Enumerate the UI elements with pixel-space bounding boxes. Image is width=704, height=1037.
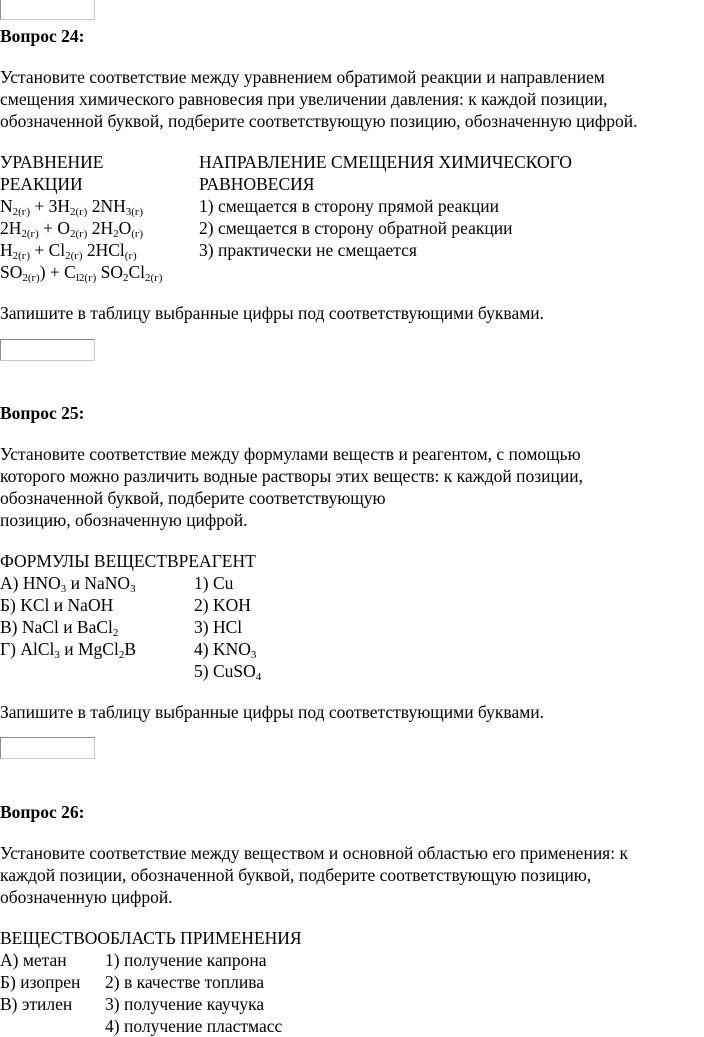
- q25-title: Вопрос 25:: [0, 403, 85, 423]
- q24-text-line-3: обозначенной буквой, подберите соответствующую позицию, обозначенную цифрой.: [0, 111, 638, 131]
- q24-reaction-b: $2H_{2(г)} + O_{2(г)}$ $2H_2O_{(г)}$: [0, 218, 144, 240]
- q24-col1-header-1: УРАВНЕНИЕ: [0, 152, 104, 172]
- q26-text-line-1: Установите соответствие между веществом и основной областью его применения: к: [0, 843, 628, 863]
- q24-option-2: 2) смещается в сторону обратной реакции: [199, 218, 513, 238]
- answer-box-q24[interactable]: [0, 339, 95, 361]
- q24-reaction-d: $SO_{2(г)}) + C_{l2(г)}$ $SO_2Cl_{2(г)}$: [0, 262, 163, 284]
- q26-item-a: А) метан: [0, 950, 67, 970]
- q24-text-line-2: смещения химического равновесия при увеличении давления: к каждой позиции,: [0, 89, 608, 109]
- q26-text-line-3: обозначенную цифрой.: [0, 887, 173, 907]
- q26-area-2: 2) в качестве топлива: [105, 972, 265, 992]
- q26-title: Вопрос 26:: [0, 802, 85, 822]
- q25-reagent-2: 2) KOH: [194, 595, 251, 615]
- q25-reagent-4: 4) $KNO_3$: [194, 639, 257, 661]
- q25-text-line-2: которого можно различить водные растворы этих веществ: к каждой позиции,: [0, 466, 584, 486]
- q26-text-line-2: каждой позиции, обозначенной буквой, подберите соответствующую позицию,: [0, 865, 592, 885]
- q26-area-1: 1) получение капрона: [105, 950, 267, 970]
- q25-text-line-3: обозначенной буквой, подберите соответствующую: [0, 488, 386, 508]
- q26-item-b: Б) изопрен: [0, 972, 81, 992]
- q25-header: ФОРМУЛЫ ВЕЩЕСТВРЕАГЕНТ: [0, 551, 256, 571]
- q24-option-3: 3) практически не смещается: [199, 240, 417, 260]
- q24-text-line-1: Установите соответствие между уравнением обратимой реакции и направлением: [0, 67, 605, 87]
- q25-item-a: А) $HNO_3$ и NaNO$_3$: [0, 573, 136, 595]
- q24-col2-header-2: РАВНОВЕСИЯ: [199, 174, 315, 194]
- q24-reaction-c: $H_{2(г)} + Cl_{2(г)}$ 2HCl$_{(г)}$: [0, 240, 137, 262]
- q24-col2-header-1: НАПРАВЛЕНИЕ СМЕЩЕНИЯ ХИМИЧЕСКОГО: [199, 152, 572, 172]
- q24-option-1: 1) смещается в сторону прямой реакции: [199, 196, 500, 216]
- q25-reagent-5: 5) CuSO$_4$: [194, 661, 262, 683]
- answer-box-q25[interactable]: [0, 737, 95, 759]
- q24-title: Вопрос 24:: [0, 26, 85, 46]
- q24-reaction-a: $N_{2(г)} + 3H_{2(г)}$ $2NH_{3(г)}$: [0, 196, 144, 218]
- q26-header: ВЕЩЕСТВООБЛАСТЬ ПРИМЕНЕНИЯ: [0, 928, 302, 948]
- q24-col1-header-2: РЕАКЦИИ: [0, 174, 83, 194]
- answer-box-top[interactable]: [0, 0, 95, 20]
- q25-reagent-1: 1) Cu: [194, 573, 234, 593]
- q24-instruction: Запишите в таблицу выбранные цифры под соответствующими буквами.: [0, 303, 545, 323]
- q25-text-line-4: позицию, обозначенную цифрой.: [0, 510, 248, 530]
- q25-item-b: Б) KCl и NaOH: [0, 595, 114, 615]
- q25-item-c: В) NaCl и BaCl$_2$: [0, 617, 119, 639]
- q25-reagent-3: 3) HCl: [194, 617, 243, 637]
- q26-area-3: 3) получение каучука: [105, 994, 265, 1014]
- q25-item-d: Г) AlCl$_3$ и MgCl$_2$В: [0, 639, 137, 661]
- q25-instruction: Запишите в таблицу выбранные цифры под соответствующими буквами.: [0, 702, 545, 722]
- q26-item-c: В) этилен: [0, 994, 73, 1014]
- q26-area-4: 4) получение пластмасс: [105, 1016, 283, 1036]
- q25-text-line-1: Установите соответствие между формулами веществ и реагентом, с помощью: [0, 444, 581, 464]
